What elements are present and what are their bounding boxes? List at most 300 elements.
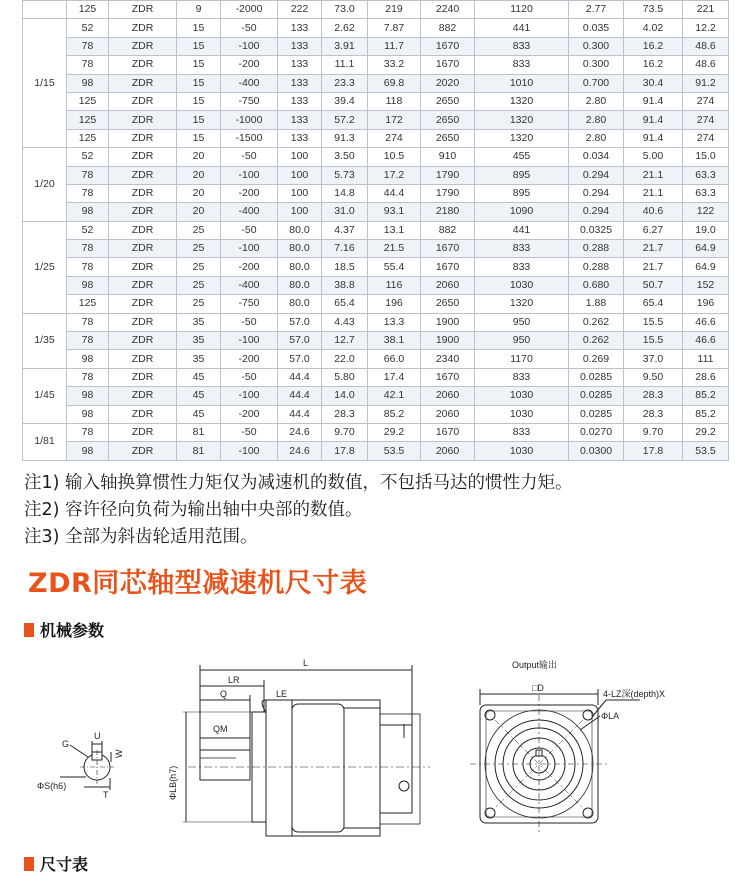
table-cell: ZDR <box>109 368 177 386</box>
table-cell: 2650 <box>421 129 475 147</box>
table-cell: 125 <box>67 129 109 147</box>
table-cell: 65.4 <box>322 295 368 313</box>
dim-Q: Q <box>220 689 228 699</box>
table-cell: 455 <box>475 148 569 166</box>
table-cell: 13.1 <box>368 221 421 239</box>
table-cell: 73.5 <box>624 1 683 19</box>
table-cell: 28.6 <box>683 368 729 386</box>
table-cell: ZDR <box>109 56 177 74</box>
table-row <box>23 1 729 19</box>
table-cell: 85.2 <box>368 405 421 423</box>
table-cell: 15 <box>177 92 221 110</box>
dim-D: □D <box>532 683 544 693</box>
table-cell: 98 <box>67 387 109 405</box>
table-cell: 833 <box>475 56 569 74</box>
table-cell: 100 <box>278 148 322 166</box>
table-cell: 55.4 <box>368 258 421 276</box>
table-cell: 0.700 <box>569 74 624 92</box>
table-cell: -400 <box>221 276 278 294</box>
table-row <box>23 166 729 184</box>
table-cell: 833 <box>475 423 569 441</box>
dim-L: L <box>303 658 309 668</box>
table-cell: 0.294 <box>569 203 624 221</box>
table-cell: 63.3 <box>683 184 729 202</box>
table-row <box>23 129 729 147</box>
table-cell: ZDR <box>109 423 177 441</box>
table-cell: -200 <box>221 258 278 276</box>
table-cell: 274 <box>683 111 729 129</box>
table-cell: 45 <box>177 405 221 423</box>
table-cell: 5.00 <box>624 148 683 166</box>
table-cell: 98 <box>67 203 109 221</box>
table-cell: 78 <box>67 423 109 441</box>
table-cell: 15 <box>177 74 221 92</box>
table-cell: 1670 <box>421 368 475 386</box>
table-cell: 0.0285 <box>569 405 624 423</box>
table-cell: 64.9 <box>683 258 729 276</box>
table-cell: 91.3 <box>322 129 368 147</box>
table-cell: 21.1 <box>624 166 683 184</box>
table-cell: 0.300 <box>569 56 624 74</box>
table-cell: 20 <box>177 184 221 202</box>
table-cell: 12.7 <box>322 332 368 350</box>
table-cell: 274 <box>683 129 729 147</box>
table-cell: ZDR <box>109 442 177 460</box>
table-cell: 3.91 <box>322 37 368 55</box>
table-cell: 28.3 <box>322 405 368 423</box>
note-3: 注3) 全部为斜齿轮适用范围。 <box>24 527 258 547</box>
table-cell: 2240 <box>421 1 475 19</box>
table-cell: 48.6 <box>683 56 729 74</box>
table-cell: 53.5 <box>683 442 729 460</box>
table-cell: 78 <box>67 258 109 276</box>
dim-LB: ΦLB(h7) <box>168 765 178 800</box>
table-cell: 15 <box>177 129 221 147</box>
table-cell: 1790 <box>421 166 475 184</box>
dim-LR: LR <box>228 675 240 685</box>
table-cell: 274 <box>368 129 421 147</box>
table-cell: 91.4 <box>624 92 683 110</box>
table-cell: ZDR <box>109 129 177 147</box>
table-cell: 80.0 <box>278 221 322 239</box>
table-cell: ZDR <box>109 350 177 368</box>
table-cell: 21.7 <box>624 240 683 258</box>
table-cell: 78 <box>67 56 109 74</box>
ratio-cell: 1/35 <box>23 313 67 368</box>
heading-marker <box>24 623 34 637</box>
table-cell: 20 <box>177 166 221 184</box>
table-row <box>23 350 729 368</box>
table-cell: 57.0 <box>278 350 322 368</box>
table-cell: 950 <box>475 313 569 331</box>
dimension-heading <box>24 852 88 875</box>
table-cell: 21.7 <box>624 258 683 276</box>
table-cell: ZDR <box>109 221 177 239</box>
table-cell: 98 <box>67 442 109 460</box>
table-cell: ZDR <box>109 166 177 184</box>
table-cell: 12.2 <box>683 19 729 37</box>
table-cell: ZDR <box>109 405 177 423</box>
table-cell: 833 <box>475 37 569 55</box>
table-cell: 2.80 <box>569 92 624 110</box>
table-cell: 100 <box>278 184 322 202</box>
table-cell: ZDR <box>109 148 177 166</box>
table-cell: 66.0 <box>368 350 421 368</box>
table-cell: 0.034 <box>569 148 624 166</box>
table-cell: 25 <box>177 240 221 258</box>
table-cell: 122 <box>683 203 729 221</box>
table-cell: -50 <box>221 368 278 386</box>
dim-G: G <box>62 739 70 749</box>
table-cell: 22.0 <box>322 350 368 368</box>
table-cell: 2.80 <box>569 129 624 147</box>
table-cell: 52 <box>67 19 109 37</box>
table-cell: 25 <box>177 276 221 294</box>
dim-LE: LE <box>276 689 288 699</box>
table-cell: 0.0300 <box>569 442 624 460</box>
table-cell: 42.1 <box>368 387 421 405</box>
ratio-cell: 1/45 <box>23 368 67 423</box>
table-row <box>23 423 729 441</box>
ratio-cell: 1/20 <box>23 148 67 222</box>
table-cell: 50.7 <box>624 276 683 294</box>
table-cell: 1790 <box>421 184 475 202</box>
table-cell: 111 <box>683 350 729 368</box>
table-cell: 14.0 <box>322 387 368 405</box>
table-cell: 16.2 <box>624 37 683 55</box>
table-cell: 2.62 <box>322 19 368 37</box>
table-cell: 63.3 <box>683 166 729 184</box>
table-cell: 85.2 <box>683 405 729 423</box>
dim-LA: ΦLA <box>601 711 620 721</box>
table-cell: ZDR <box>109 295 177 313</box>
table-row <box>23 148 729 166</box>
table-cell: 7.87 <box>368 19 421 37</box>
table-cell: 9.70 <box>322 423 368 441</box>
table-cell: -750 <box>221 295 278 313</box>
table-cell: 1900 <box>421 313 475 331</box>
table-cell: 15.5 <box>624 313 683 331</box>
table-cell: 833 <box>475 240 569 258</box>
section-title: ZDR同芯轴型减速机尺寸表 <box>28 568 368 599</box>
table-row <box>23 203 729 221</box>
table-cell: 133 <box>278 19 322 37</box>
table-cell: 1120 <box>475 1 569 19</box>
table-row <box>23 368 729 386</box>
table-cell: 81 <box>177 423 221 441</box>
table-cell: -200 <box>221 350 278 368</box>
table-cell: 57.2 <box>322 111 368 129</box>
table-cell: 44.4 <box>368 184 421 202</box>
heading-marker <box>24 857 34 871</box>
table-cell: -100 <box>221 240 278 258</box>
table-cell: 133 <box>278 74 322 92</box>
table-cell: 38.8 <box>322 276 368 294</box>
table-cell: -200 <box>221 405 278 423</box>
table-cell: 35 <box>177 332 221 350</box>
table-row <box>23 276 729 294</box>
table-cell: -50 <box>221 19 278 37</box>
note-2: 注2) 容许径向负荷为输出轴中央部的数值。 <box>24 500 363 520</box>
table-row <box>23 37 729 55</box>
dim-U: U <box>94 731 101 741</box>
table-cell: ZDR <box>109 332 177 350</box>
table-cell: 24.6 <box>278 442 322 460</box>
table-cell: -100 <box>221 442 278 460</box>
table-cell: 125 <box>67 111 109 129</box>
table-cell: 1900 <box>421 332 475 350</box>
ratio-cell: 1/25 <box>23 221 67 313</box>
table-cell: 1670 <box>421 56 475 74</box>
table-cell: 53.5 <box>368 442 421 460</box>
table-cell: 0.269 <box>569 350 624 368</box>
table-cell: 895 <box>475 184 569 202</box>
table-cell: 13.3 <box>368 313 421 331</box>
table-cell: 0.294 <box>569 166 624 184</box>
table-cell: -100 <box>221 166 278 184</box>
table-cell: 2650 <box>421 92 475 110</box>
table-cell: 0.300 <box>569 37 624 55</box>
table-cell: 7.16 <box>322 240 368 258</box>
table-cell: 1010 <box>475 74 569 92</box>
table-cell: 80.0 <box>278 295 322 313</box>
table-cell: 0.035 <box>569 19 624 37</box>
table-cell: 125 <box>67 295 109 313</box>
table-cell: 196 <box>368 295 421 313</box>
table-cell: 833 <box>475 368 569 386</box>
table-cell: 28.3 <box>624 387 683 405</box>
table-cell: 78 <box>67 184 109 202</box>
table-cell: -50 <box>221 148 278 166</box>
table-cell: 0.262 <box>569 332 624 350</box>
table-cell: 1090 <box>475 203 569 221</box>
table-cell: 0.0325 <box>569 221 624 239</box>
table-cell: 73.0 <box>322 1 368 19</box>
table-cell: 91.2 <box>683 74 729 92</box>
table-cell: 2340 <box>421 350 475 368</box>
dimension-heading-label: 尺寸表 <box>40 855 89 874</box>
table-row <box>23 387 729 405</box>
table-cell: 91.4 <box>624 129 683 147</box>
table-cell: 52 <box>67 221 109 239</box>
table-cell: ZDR <box>109 19 177 37</box>
table-cell: 78 <box>67 166 109 184</box>
table-cell: 1030 <box>475 442 569 460</box>
table-cell: 116 <box>368 276 421 294</box>
table-cell: 24.6 <box>278 423 322 441</box>
table-row <box>23 221 729 239</box>
table-cell: 133 <box>278 56 322 74</box>
table-cell: 2180 <box>421 203 475 221</box>
table-cell: 2060 <box>421 387 475 405</box>
table-cell: 78 <box>67 313 109 331</box>
table-cell: 78 <box>67 37 109 55</box>
table-cell: 45 <box>177 368 221 386</box>
ratio-cell: 1/15 <box>23 19 67 148</box>
table-cell: 98 <box>67 276 109 294</box>
table-cell: ZDR <box>109 92 177 110</box>
table-row <box>23 405 729 423</box>
table-cell: 19.0 <box>683 221 729 239</box>
table-cell: -200 <box>221 56 278 74</box>
table-cell: -50 <box>221 313 278 331</box>
table-cell: 46.6 <box>683 332 729 350</box>
ratio-cell <box>23 1 67 19</box>
table-cell: 64.9 <box>683 240 729 258</box>
table-cell: 0.0285 <box>569 368 624 386</box>
table-cell: 37.0 <box>624 350 683 368</box>
table-cell: ZDR <box>109 276 177 294</box>
table-cell: 31.0 <box>322 203 368 221</box>
table-cell: 30.4 <box>624 74 683 92</box>
table-cell: 6.27 <box>624 221 683 239</box>
table-cell: ZDR <box>109 37 177 55</box>
table-cell: 1.88 <box>569 295 624 313</box>
table-cell: 98 <box>67 350 109 368</box>
table-cell: ZDR <box>109 203 177 221</box>
table-cell: 0.0270 <box>569 423 624 441</box>
mechanical-heading-label: 机械参数 <box>40 621 105 640</box>
dim-W: W <box>114 749 124 758</box>
table-cell: ZDR <box>109 387 177 405</box>
table-cell: 222 <box>278 1 322 19</box>
table-cell: 78 <box>67 332 109 350</box>
table-cell: 57.0 <box>278 332 322 350</box>
table-cell: 882 <box>421 221 475 239</box>
table-cell: ZDR <box>109 74 177 92</box>
table-cell: 4.37 <box>322 221 368 239</box>
table-cell: -100 <box>221 37 278 55</box>
table-row <box>23 184 729 202</box>
dimension-drawing <box>0 650 750 845</box>
table-row <box>23 442 729 460</box>
output-label: Output输出 <box>512 660 558 670</box>
table-cell: 125 <box>67 1 109 19</box>
table-row <box>23 332 729 350</box>
table-cell: 10.5 <box>368 148 421 166</box>
table-cell: 833 <box>475 258 569 276</box>
table-cell: 2650 <box>421 295 475 313</box>
table-cell: 33.2 <box>368 56 421 74</box>
table-cell: ZDR <box>109 1 177 19</box>
table-cell: 45 <box>177 387 221 405</box>
table-cell: 14.8 <box>322 184 368 202</box>
table-cell: 44.4 <box>278 368 322 386</box>
table-cell: 221 <box>683 1 729 19</box>
table-cell: 1670 <box>421 258 475 276</box>
table-cell: 48.6 <box>683 37 729 55</box>
table-cell: -200 <box>221 184 278 202</box>
table-row <box>23 313 729 331</box>
table-cell: 895 <box>475 166 569 184</box>
table-cell: 1030 <box>475 387 569 405</box>
table-cell: 15 <box>177 56 221 74</box>
table-cell: 40.6 <box>624 203 683 221</box>
dim-T: T <box>103 790 109 800</box>
table-cell: 125 <box>67 92 109 110</box>
table-cell: 950 <box>475 332 569 350</box>
table-cell: 65.4 <box>624 295 683 313</box>
table-cell: 17.8 <box>624 442 683 460</box>
table-cell: 274 <box>683 92 729 110</box>
table-cell: 2020 <box>421 74 475 92</box>
table-cell: 3.50 <box>322 148 368 166</box>
table-cell: 15 <box>177 19 221 37</box>
table-cell: ZDR <box>109 258 177 276</box>
table-row <box>23 56 729 74</box>
table-cell: 25 <box>177 295 221 313</box>
table-cell: ZDR <box>109 313 177 331</box>
dim-LZ: 4-LZ深(depth)X <box>603 689 666 699</box>
table-cell: 133 <box>278 37 322 55</box>
table-cell: 118 <box>368 92 421 110</box>
table-cell: 133 <box>278 129 322 147</box>
table-cell: 1320 <box>475 295 569 313</box>
table-cell: 133 <box>278 92 322 110</box>
table-cell: 17.2 <box>368 166 421 184</box>
table-cell: 11.7 <box>368 37 421 55</box>
table-cell: 17.8 <box>322 442 368 460</box>
table-cell: 25 <box>177 221 221 239</box>
table-cell: 133 <box>278 111 322 129</box>
table-cell: -400 <box>221 74 278 92</box>
table-cell: 9.70 <box>624 423 683 441</box>
table-cell: 441 <box>475 221 569 239</box>
table-cell: 1320 <box>475 129 569 147</box>
table-cell: 2060 <box>421 405 475 423</box>
table-cell: 1670 <box>421 423 475 441</box>
table-cell: 21.1 <box>624 184 683 202</box>
table-cell: 882 <box>421 19 475 37</box>
table-cell: 1320 <box>475 92 569 110</box>
table-cell: 1030 <box>475 405 569 423</box>
table-cell: 1320 <box>475 111 569 129</box>
table-cell: 1670 <box>421 37 475 55</box>
table-cell: 20 <box>177 203 221 221</box>
table-cell: ZDR <box>109 240 177 258</box>
table-cell: 9.50 <box>624 368 683 386</box>
table-cell: 0.288 <box>569 240 624 258</box>
table-row <box>23 19 729 37</box>
table-cell: 1670 <box>421 240 475 258</box>
table-cell: 69.8 <box>368 74 421 92</box>
table-cell: 38.1 <box>368 332 421 350</box>
table-row <box>23 258 729 276</box>
table-cell: 44.4 <box>278 405 322 423</box>
table-cell: 46.6 <box>683 313 729 331</box>
table-cell: 100 <box>278 166 322 184</box>
table-cell: 28.3 <box>624 405 683 423</box>
table-cell: 219 <box>368 1 421 19</box>
table-cell: ZDR <box>109 184 177 202</box>
table-cell: 78 <box>67 240 109 258</box>
table-cell: 80.0 <box>278 240 322 258</box>
table-cell: 11.1 <box>322 56 368 74</box>
table-cell: 57.0 <box>278 313 322 331</box>
table-cell: 1170 <box>475 350 569 368</box>
table-cell: 35 <box>177 313 221 331</box>
table-cell: 18.5 <box>322 258 368 276</box>
table-cell: 29.2 <box>368 423 421 441</box>
table-cell: 0.680 <box>569 276 624 294</box>
table-cell: 91.4 <box>624 111 683 129</box>
table-cell: -1500 <box>221 129 278 147</box>
table-cell: 15 <box>177 37 221 55</box>
table-cell: 100 <box>278 203 322 221</box>
table-cell: 35 <box>177 350 221 368</box>
table-cell: 23.3 <box>322 74 368 92</box>
table-cell: 4.02 <box>624 19 683 37</box>
